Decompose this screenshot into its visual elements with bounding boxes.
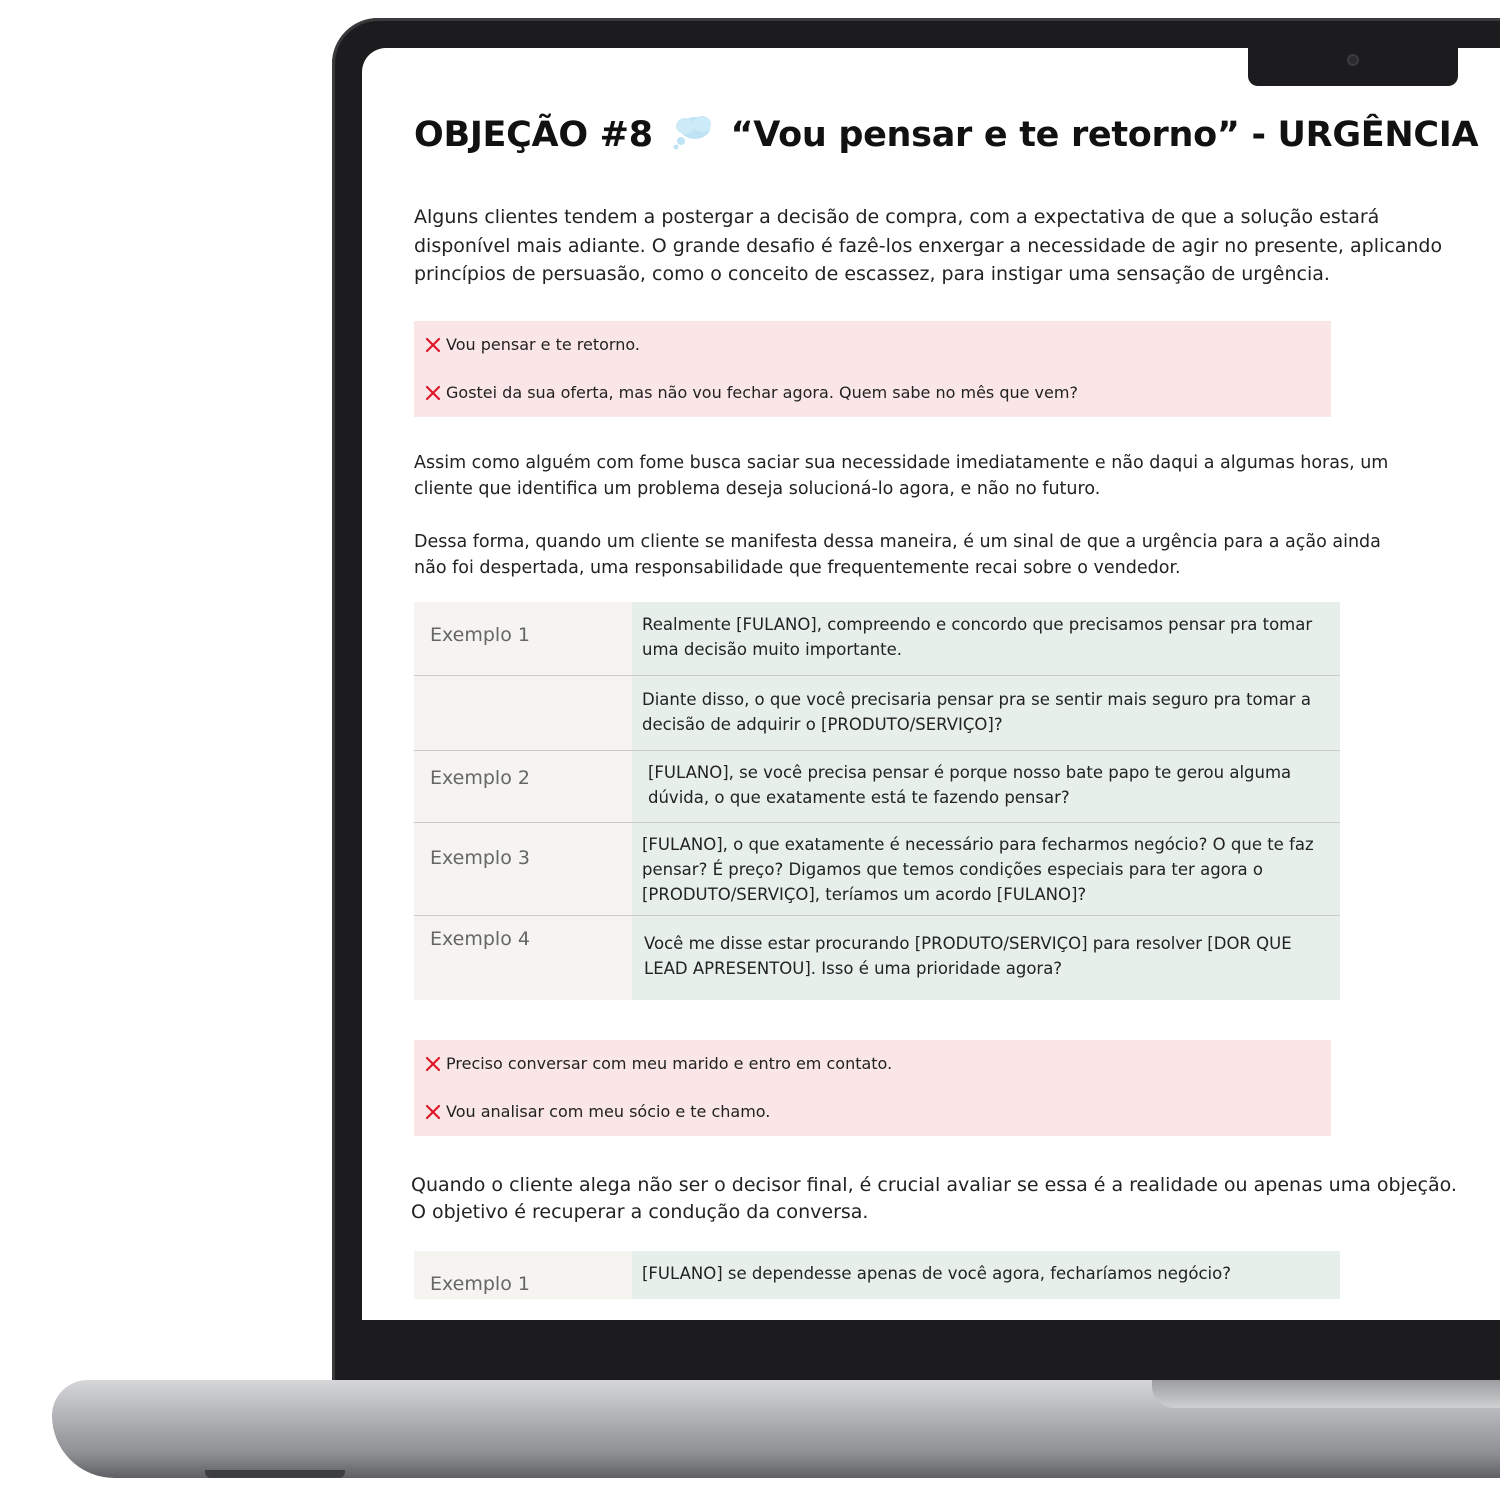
example-label: Exemplo 1 xyxy=(414,602,632,675)
example-label: Exemplo 2 xyxy=(414,751,632,822)
objection-item xyxy=(424,1102,770,1121)
cross-mark-icon xyxy=(424,336,442,354)
objection-box xyxy=(414,1040,1331,1136)
title-text-part2: “Vou pensar e te retorno” - URGÊNCIA xyxy=(730,115,1479,155)
objection-item xyxy=(424,383,1078,402)
table-row xyxy=(414,751,1340,823)
example-label: Exemplo 1 xyxy=(414,1251,632,1299)
example-text: Realmente [FULANO], compreendo e concordo que precisamos pensar pra tomar uma decisão muito importante. xyxy=(632,602,1340,675)
examples-table xyxy=(414,602,1340,1000)
laptop-foot xyxy=(205,1470,345,1478)
table-row xyxy=(414,676,1340,751)
camera-icon xyxy=(1347,54,1359,66)
explanation-paragraph: Assim como alguém com fome busca saciar sua necessidade imediatamente e não daqui a algumas horas, um cliente que identifica um problema deseja solucioná-lo agora, e não no futuro. xyxy=(414,453,1389,499)
page-title xyxy=(414,114,1478,155)
intro-paragraph: Alguns clientes tendem a postergar a decisão de compra, com a expectativa de que a solução estará disponível mais adiante. O grande desafio é fazê-los enxergar a necessidade de agir no presente, aplicando princípios de persuasão, como o conceito de escassez, para instigar uma sensação de urgência. xyxy=(414,206,1443,285)
cross-mark-icon xyxy=(424,1103,442,1121)
cross-mark-icon xyxy=(424,384,442,402)
objection-item xyxy=(424,335,640,354)
title-text-part1: OBJEÇÃO #8 xyxy=(414,115,653,155)
example-text: Diante disso, o que você precisaria pensar pra se sentir mais seguro pra tomar a decisão de adquirir o [PRODUTO/SERVIÇO]? xyxy=(632,676,1340,750)
objection-text: Gostei da sua oferta, mas não vou fechar agora. Quem sabe no mês que vem? xyxy=(446,383,1078,402)
example-label: Exemplo 3 xyxy=(414,823,632,915)
example-text: [FULANO], o que exatamente é necessário para fecharmos negócio? O que te faz pensar? É preço? Digamos que temos condições especiais para ter agora o [PRODUTO/SERVIÇO], teríamos um acordo [FULANO]? xyxy=(632,823,1340,915)
example-text: [FULANO], se você precisa pensar é porque nosso bate papo te gerou alguma dúvida, o que exatamente está te fazendo pensar? xyxy=(632,751,1340,822)
table-row xyxy=(414,916,1340,1000)
decisor-paragraph: Quando o cliente alega não ser o decisor final, é crucial avaliar se essa é a realidade ou apenas uma objeção. O objetivo é recuperar a condução da conversa. xyxy=(411,1174,1457,1223)
table-row xyxy=(414,823,1340,916)
examples-table xyxy=(414,1251,1340,1299)
cross-mark-icon xyxy=(424,1055,442,1073)
objection-text: Vou pensar e te retorno. xyxy=(446,335,640,354)
thought-balloon-icon xyxy=(671,114,713,150)
objection-item xyxy=(424,1054,892,1073)
laptop-opening-groove xyxy=(1152,1380,1500,1408)
example-label: Exemplo 4 xyxy=(414,916,632,1000)
objection-box xyxy=(414,321,1331,417)
explanation-paragraph: Dessa forma, quando um cliente se manifesta dessa maneira, é um sinal de que a urgência para a ação ainda não foi despertada, uma responsabilidade que frequentemente recai sobre o vendedor. xyxy=(414,532,1381,578)
camera-notch xyxy=(1248,46,1458,86)
example-text: [FULANO] se dependesse apenas de você agora, fecharíamos negócio? xyxy=(632,1251,1340,1299)
objection-text: Vou analisar com meu sócio e te chamo. xyxy=(446,1102,771,1121)
objection-text: Preciso conversar com meu marido e entro em contato. xyxy=(446,1054,893,1073)
example-text: Você me disse estar procurando [PRODUTO/SERVIÇO] para resolver [DOR QUE LEAD APRESENTOU]. Isso é uma prioridade agora? xyxy=(632,916,1340,1000)
table-row xyxy=(414,602,1340,676)
example-label xyxy=(414,676,632,750)
table-row xyxy=(414,1251,1340,1299)
